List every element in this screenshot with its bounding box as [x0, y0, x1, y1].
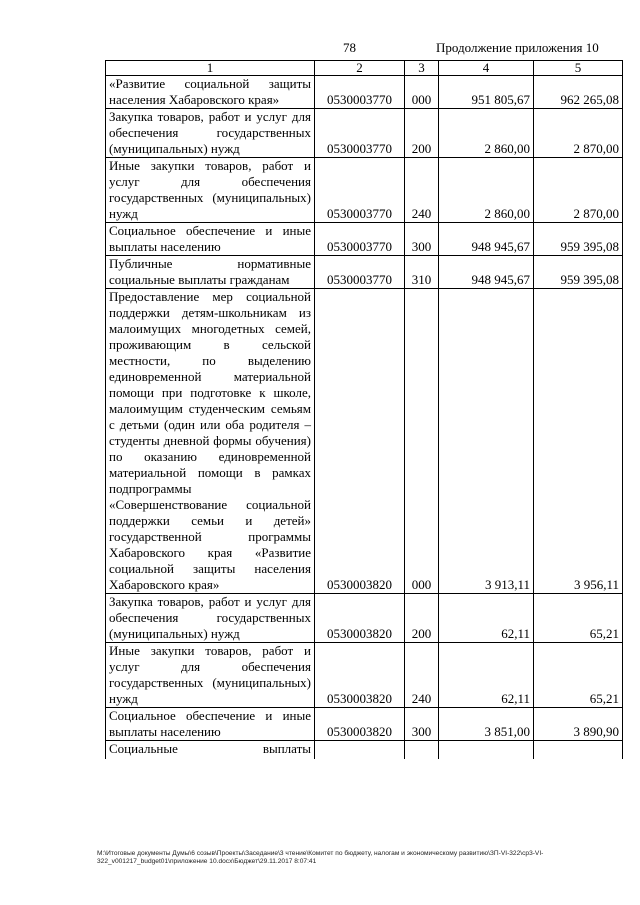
row-expense-type	[405, 741, 439, 760]
row-amount-year2: 65,21	[534, 594, 623, 643]
column-header: 2	[315, 61, 405, 76]
row-expense-type: 300	[405, 708, 439, 741]
row-expense-type: 240	[405, 158, 439, 223]
row-amount-year2	[534, 741, 623, 760]
continuation-caption: Продолжение приложения 10	[436, 40, 599, 55]
row-amount-year1: 2 860,00	[439, 158, 534, 223]
row-amount-year2: 65,21	[534, 643, 623, 708]
row-amount-year1: 948 945,67	[439, 256, 534, 289]
row-name: Иные закупки товаров, работ и услуг для обеспечения государственных (муниципальных) нужд	[106, 643, 315, 708]
table-row	[106, 708, 623, 741]
row-amount-year1	[439, 741, 534, 760]
row-expense-type: 000	[405, 289, 439, 594]
table-row	[106, 594, 623, 643]
row-expense-type: 200	[405, 109, 439, 158]
row-amount-year1: 3 851,00	[439, 708, 534, 741]
row-target-code: 0530003770	[315, 256, 405, 289]
row-target-code: 0530003770	[315, 158, 405, 223]
row-amount-year2: 959 395,08	[534, 256, 623, 289]
row-expense-type: 200	[405, 594, 439, 643]
row-amount-year2: 3 890,90	[534, 708, 623, 741]
column-header: 5	[534, 61, 623, 76]
row-name: Социальное обеспечение и иные выплаты населению	[106, 223, 315, 256]
row-amount-year1: 62,11	[439, 594, 534, 643]
row-target-code: 0530003820	[315, 289, 405, 594]
table-row	[106, 109, 623, 158]
row-amount-year2: 959 395,08	[534, 223, 623, 256]
row-target-code: 0530003770	[315, 76, 405, 109]
row-target-code	[315, 741, 405, 760]
table-row	[106, 223, 623, 256]
table-row-partial	[106, 741, 623, 760]
table-row	[106, 76, 623, 109]
row-amount-year1: 3 913,11	[439, 289, 534, 594]
budget-table	[105, 60, 623, 759]
row-name: Социальные выплаты	[106, 741, 315, 760]
column-header: 4	[439, 61, 534, 76]
row-amount-year2: 2 870,00	[534, 158, 623, 223]
row-amount-year2: 2 870,00	[534, 109, 623, 158]
page-number: 78	[343, 40, 356, 55]
column-number-row	[106, 61, 623, 76]
row-amount-year2: 962 265,08	[534, 76, 623, 109]
column-header: 1	[106, 61, 315, 76]
row-target-code: 0530003770	[315, 223, 405, 256]
table-row	[106, 643, 623, 708]
row-expense-type: 240	[405, 643, 439, 708]
column-header: 3	[405, 61, 439, 76]
row-name: Закупка товаров, работ и услуг для обеспечения государственных (муниципальных) нужд	[106, 594, 315, 643]
document-path-footer: M:\Итоговые документы Думы\6 созыв\Проекты\Заседание\3 чтение\Комитет по бюджету, налогам и экономическому развитию\ЗП-VI-322\ср3-VI-322_v001217_budget01\приложение 10.docx\Бюджет\29.11.2017 8:07:41	[97, 850, 544, 865]
row-amount-year1: 951 805,67	[439, 76, 534, 109]
row-name: Иные закупки товаров, работ и услуг для обеспечения государственных (муниципальных) нужд	[106, 158, 315, 223]
row-name: Социальное обеспечение и иные выплаты населению	[106, 708, 315, 741]
row-amount-year1: 2 860,00	[439, 109, 534, 158]
row-expense-type: 000	[405, 76, 439, 109]
row-name: «Развитие социальной защиты населения Хабаровского края»	[106, 76, 315, 109]
row-target-code: 0530003770	[315, 109, 405, 158]
row-target-code: 0530003820	[315, 708, 405, 741]
row-name: Предоставление мер социальной поддержки детям-школьникам из малоимущих многодетных семей, проживающим в сельской местности, по выделению единовременной материальной помощи при подготовке к школе, малоимущим студенческим семьям с детьми (один или оба родителя – студенты дневной формы обучения) по оказанию единовременной материальной помощи в рамках подпрограммы «Совершенствование социальной поддержки семьи и детей» государственной программы Хабаровского края «Развитие социальной защиты населения Хабаровского края»	[106, 289, 315, 594]
row-target-code: 0530003820	[315, 594, 405, 643]
row-expense-type: 310	[405, 256, 439, 289]
row-name: Публичные нормативные социальные выплаты гражданам	[106, 256, 315, 289]
row-amount-year1: 62,11	[439, 643, 534, 708]
table-row	[106, 256, 623, 289]
row-name: Закупка товаров, работ и услуг для обеспечения государственных (муниципальных) нужд	[106, 109, 315, 158]
table-row	[106, 158, 623, 223]
row-expense-type: 300	[405, 223, 439, 256]
row-amount-year2: 3 956,11	[534, 289, 623, 594]
row-amount-year1: 948 945,67	[439, 223, 534, 256]
row-target-code: 0530003820	[315, 643, 405, 708]
table-row	[106, 289, 623, 594]
